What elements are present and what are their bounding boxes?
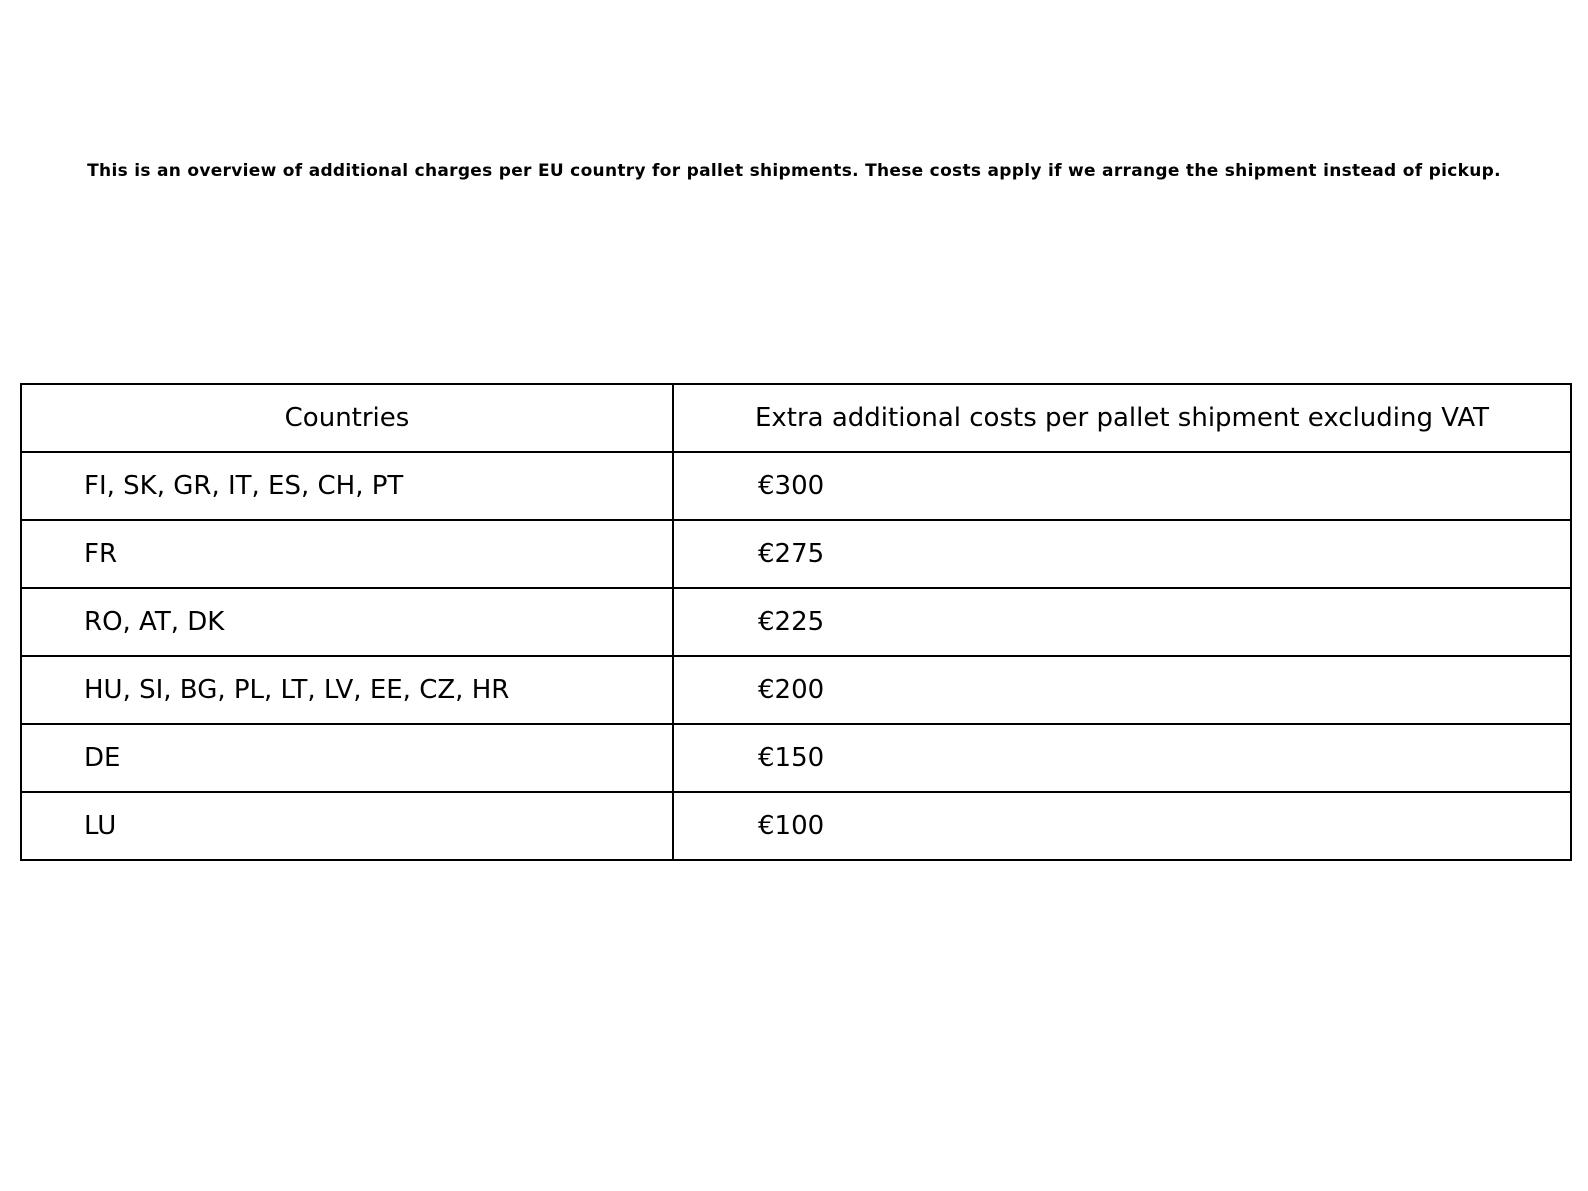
countries-cell: LU xyxy=(21,792,673,860)
table-row xyxy=(21,792,1571,860)
countries-cell: FI, SK, GR, IT, ES, CH, PT xyxy=(21,452,673,520)
countries-cell: FR xyxy=(21,520,673,588)
table-row xyxy=(21,588,1571,656)
column-header-countries: Countries xyxy=(21,384,673,452)
countries-cell: DE xyxy=(21,724,673,792)
cost-cell: €300 xyxy=(673,452,1571,520)
countries-cell: HU, SI, BG, PL, LT, LV, EE, CZ, HR xyxy=(21,656,673,724)
cost-cell: €275 xyxy=(673,520,1571,588)
cost-cell: €200 xyxy=(673,656,1571,724)
cost-cell: €150 xyxy=(673,724,1571,792)
table-row xyxy=(21,452,1571,520)
table-row xyxy=(21,724,1571,792)
table-header-row xyxy=(21,384,1571,452)
cost-cell: €100 xyxy=(673,792,1571,860)
table-row xyxy=(21,656,1571,724)
intro-text: This is an overview of additional charges per EU country for pallet shipments. These costs apply if we arrange the shipment instead of pickup. xyxy=(87,161,1501,181)
charges-table xyxy=(20,383,1572,861)
countries-cell: RO, AT, DK xyxy=(21,588,673,656)
table-row xyxy=(21,520,1571,588)
cost-cell: €225 xyxy=(673,588,1571,656)
column-header-cost: Extra additional costs per pallet shipment excluding VAT xyxy=(673,384,1571,452)
